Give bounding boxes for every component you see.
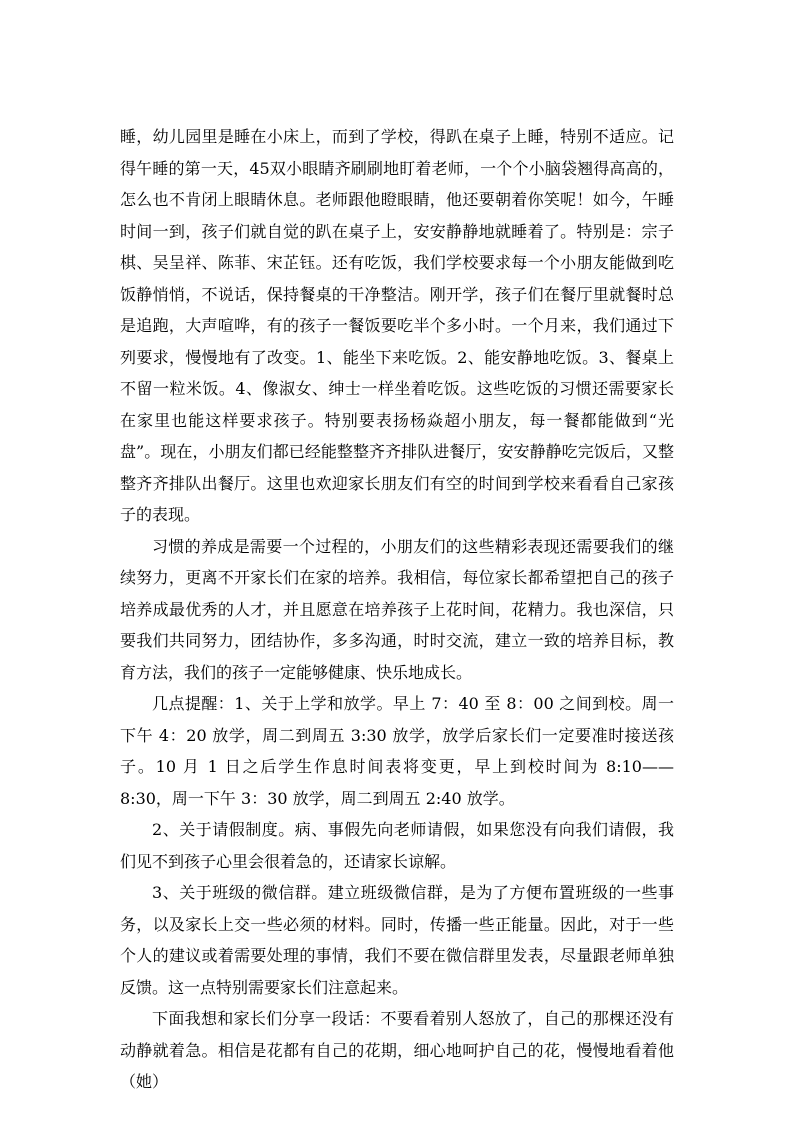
- paragraph-reminder-leave: 2、关于请假制度。病、事假先向老师请假，如果您没有向我们请假，我们见不到孩子心里会很着急的，还请家长谅解。: [120, 820, 674, 871]
- paragraph-habits: 习惯的养成是需要一个过程的，小朋友们的这些精彩表现还需要我们的继续努力，更离不开家长们在家的培养。我相信，每位家长都希望把自己的孩子培养成最优秀的人才，并且愿意在培养孩子上花时间，花精力。我也深信，只要我们共同努力，团结协作，多多沟通，时时交流，建立一致的培养目标，教育方法，我们的孩子一定能够健康、快乐地成长。: [120, 536, 674, 682]
- paragraph-lunch-nap: 睡，幼儿园里是睡在小床上，而到了学校，得趴在桌子上睡，特别不适应。记得午睡的第一天，45双小眼睛齐刷刷地盯着老师，一个个小脑袋翘得高高的，怎么也不肯闭上眼睛休息。老师跟他瞪眼睛，他还要朝着你笑呢！如今，午睡时间一到，孩子们就自觉的趴在桌子上，安安静静地就睡着了。特别是：宗子棋、吴呈祥、陈菲、宋芷钰。还有吃饭，我们学校要求每一个小朋友能做到吃饭静悄悄，不说话，保持餐桌的干净整洁。刚开学，孩子们在餐厅里就餐时总是追跑，大声喧哗，有的孩子一餐饭要吃半个多小时。一个月来，我们通过下列要求，慢慢地有了改变。1、能坐下来吃饭。2、能安静地吃饭。3、餐桌上不留一粒米饭。4、像淑女、绅士一样坐着吃饭。这些吃饭的习惯还需要家长在家里也能这样要求孩子。特别要表扬杨焱超小朋友，每一餐都能做到“光盘”。现在，小朋友们都已经能整整齐齐排队进餐厅，安安静静吃完饭后，又整整齐齐排队出餐厅。这里也欢迎家长朋友们有空的时间到学校来看看自己家孩子的表现。: [120, 127, 674, 524]
- document-body: [120, 121, 674, 1098]
- paragraph-reminder-wechat: 3、关于班级的微信群。建立班级微信群，是为了方便布置班级的一些事务，以及家长上交一些必须的材料。同时，传播一些正能量。因此，对于一些个人的建议或着需要处理的事情，我们不要在微信群里发表，尽量跟老师单独反馈。这一点特别需要家长们注意起来。: [120, 883, 674, 997]
- paragraph-closing-quote: 下面我想和家长们分享一段话：不要看着别人怒放了，自己的那棵还没有动静就着急。相信是花都有自己的花期，细心地呵护自己的花，慢慢地看着他（她）: [120, 1009, 674, 1091]
- paragraph-reminder-schedule: 几点提醒：1、关于上学和放学。早上 7：40 至 8：00 之间到校。周一下午 4：20 放学，周二到周五 3:30 放学，放学后家长们一定要准时接送孩子。10 月 1 日之后学生作息时间表将变更，早上到校时间为 8:10——8:30，周一下午 3：30 放学，周二到周五 2:40 放学。: [120, 694, 674, 808]
